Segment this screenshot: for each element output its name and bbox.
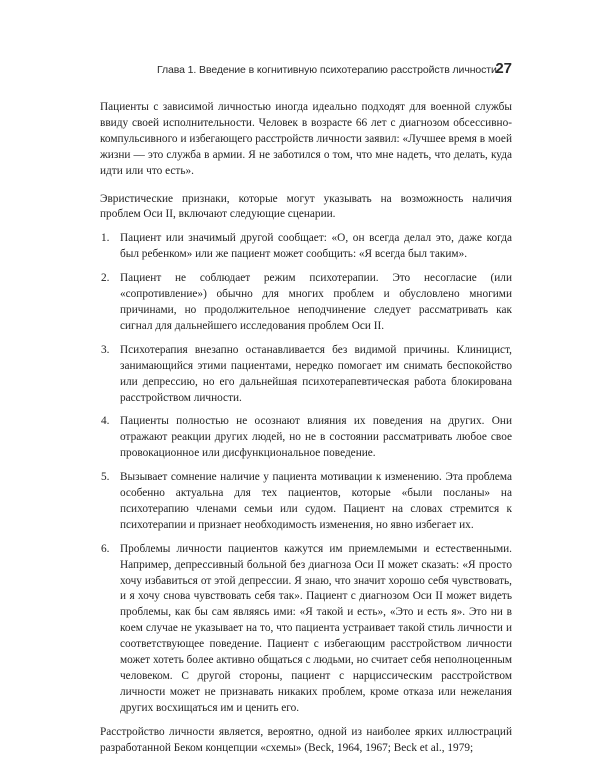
page-number: 27 — [495, 60, 512, 77]
paragraph-1: Пациенты с зависимой личностью иногда идеально подходят для военной службы ввиду своей исполнительности. Человек в возрасте 66 лет с диагнозом обсессивно-компульсивного и избегающего расстройств личности заявил: «Лучшее время в моей жизни — это служба в армии. Я не заботился о том, что мне надеть, что делать, куда идти или что есть». — [100, 101, 512, 177]
list-item — [100, 231, 512, 263]
running-header — [100, 60, 512, 80]
list-item — [100, 343, 512, 407]
list-item-text: Пациент не соблюдает режим психотерапии. Это несогласие (или «сопротивление») обычно для многих проблем и обусловлено многими причинами, но продолжительное неподчинение следует рассматривать как сигнал для дальнейшего исследования проблем Оси II. — [120, 272, 512, 332]
list-item — [100, 470, 512, 534]
list-item-text: Проблемы личности пациентов кажутся им приемлемыми и естественными. Например, депрессивный больной без диагноза Оси II может сказать: «Я просто хочу избавиться от этой депрессии. Я знаю, что значит хорошо себя чувствовать, и я хочу снова чувствовать себя так». Пациент с диагнозом Оси II может видеть проблемы, как бы сам являясь ими: «Я такой и есть», «Это и есть я». Это ни в коем случае не указывает на то, что пациента устраивает такой стиль личности и соответствующее поведение. Пациент с избегающим расстройством личности может хотеть более активно общаться с людьми, но считает себя неполноценным человеком. С другой стороны, пациент с нарциссическим расстройством личности может не признавать никаких проблем, кроме отказа или нежелания других восхищаться им и ценить его. — [120, 542, 512, 714]
page-body — [100, 100, 512, 757]
list-item-number: 5. — [101, 471, 110, 484]
list-item — [100, 414, 512, 462]
list-item-number: 2. — [101, 272, 110, 285]
chapter-title: Глава 1. Введение в когнитивную психотерапию расстройств личности — [157, 64, 497, 76]
list-item-number: 6. — [101, 542, 110, 555]
list-item-text: Пациенты полностью не осознают влияния их поведения на других. Они отражают реакции других людей, но не в состоянии рассматривать любое свое провокационное или дисфункциональное поведение. — [120, 415, 512, 460]
list-item — [100, 271, 512, 335]
paragraph-3: Расстройство личности является, вероятно, одной из наиболее ярких иллюстраций разработанной Беком концепции «схемы» (Beck, 1964, 1967; Beck et al., 1979; — [100, 725, 512, 754]
list-item-number: 3. — [101, 343, 110, 356]
paragraph-2: Эвристические признаки, которые могут указывать на возможность наличия проблем Оси II, включают следующие сценарии. — [100, 192, 512, 221]
list-item-number: 1. — [101, 232, 110, 245]
list-item-text: Вызывает сомнение наличие у пациента мотивации к изменению. Эта проблема особенно актуальна для тех пациентов, которые «были посланы» на психотерапию членами семьи или судом. Пациент на словах стремится к психотерапии и признает необходимость изменения, но явно избегает их. — [120, 471, 512, 531]
heuristic-signs-list — [100, 231, 512, 716]
list-item-number: 4. — [101, 415, 110, 428]
list-item — [100, 542, 512, 717]
list-item-text: Пациент или значимый другой сообщает: «О, он всегда делал это, даже когда был ребенком» или же пациент может сообщить: «Я всегда был таким». — [120, 232, 512, 261]
list-item-text: Психотерапия внезапно останавливается без видимой причины. Клиницист, занимающийся этими пациентами, нередко помогает им снимать беспокойство или депрессию, но его дальнейшая психотерапевтическая работа блокирована расстройством личности. — [120, 343, 512, 404]
